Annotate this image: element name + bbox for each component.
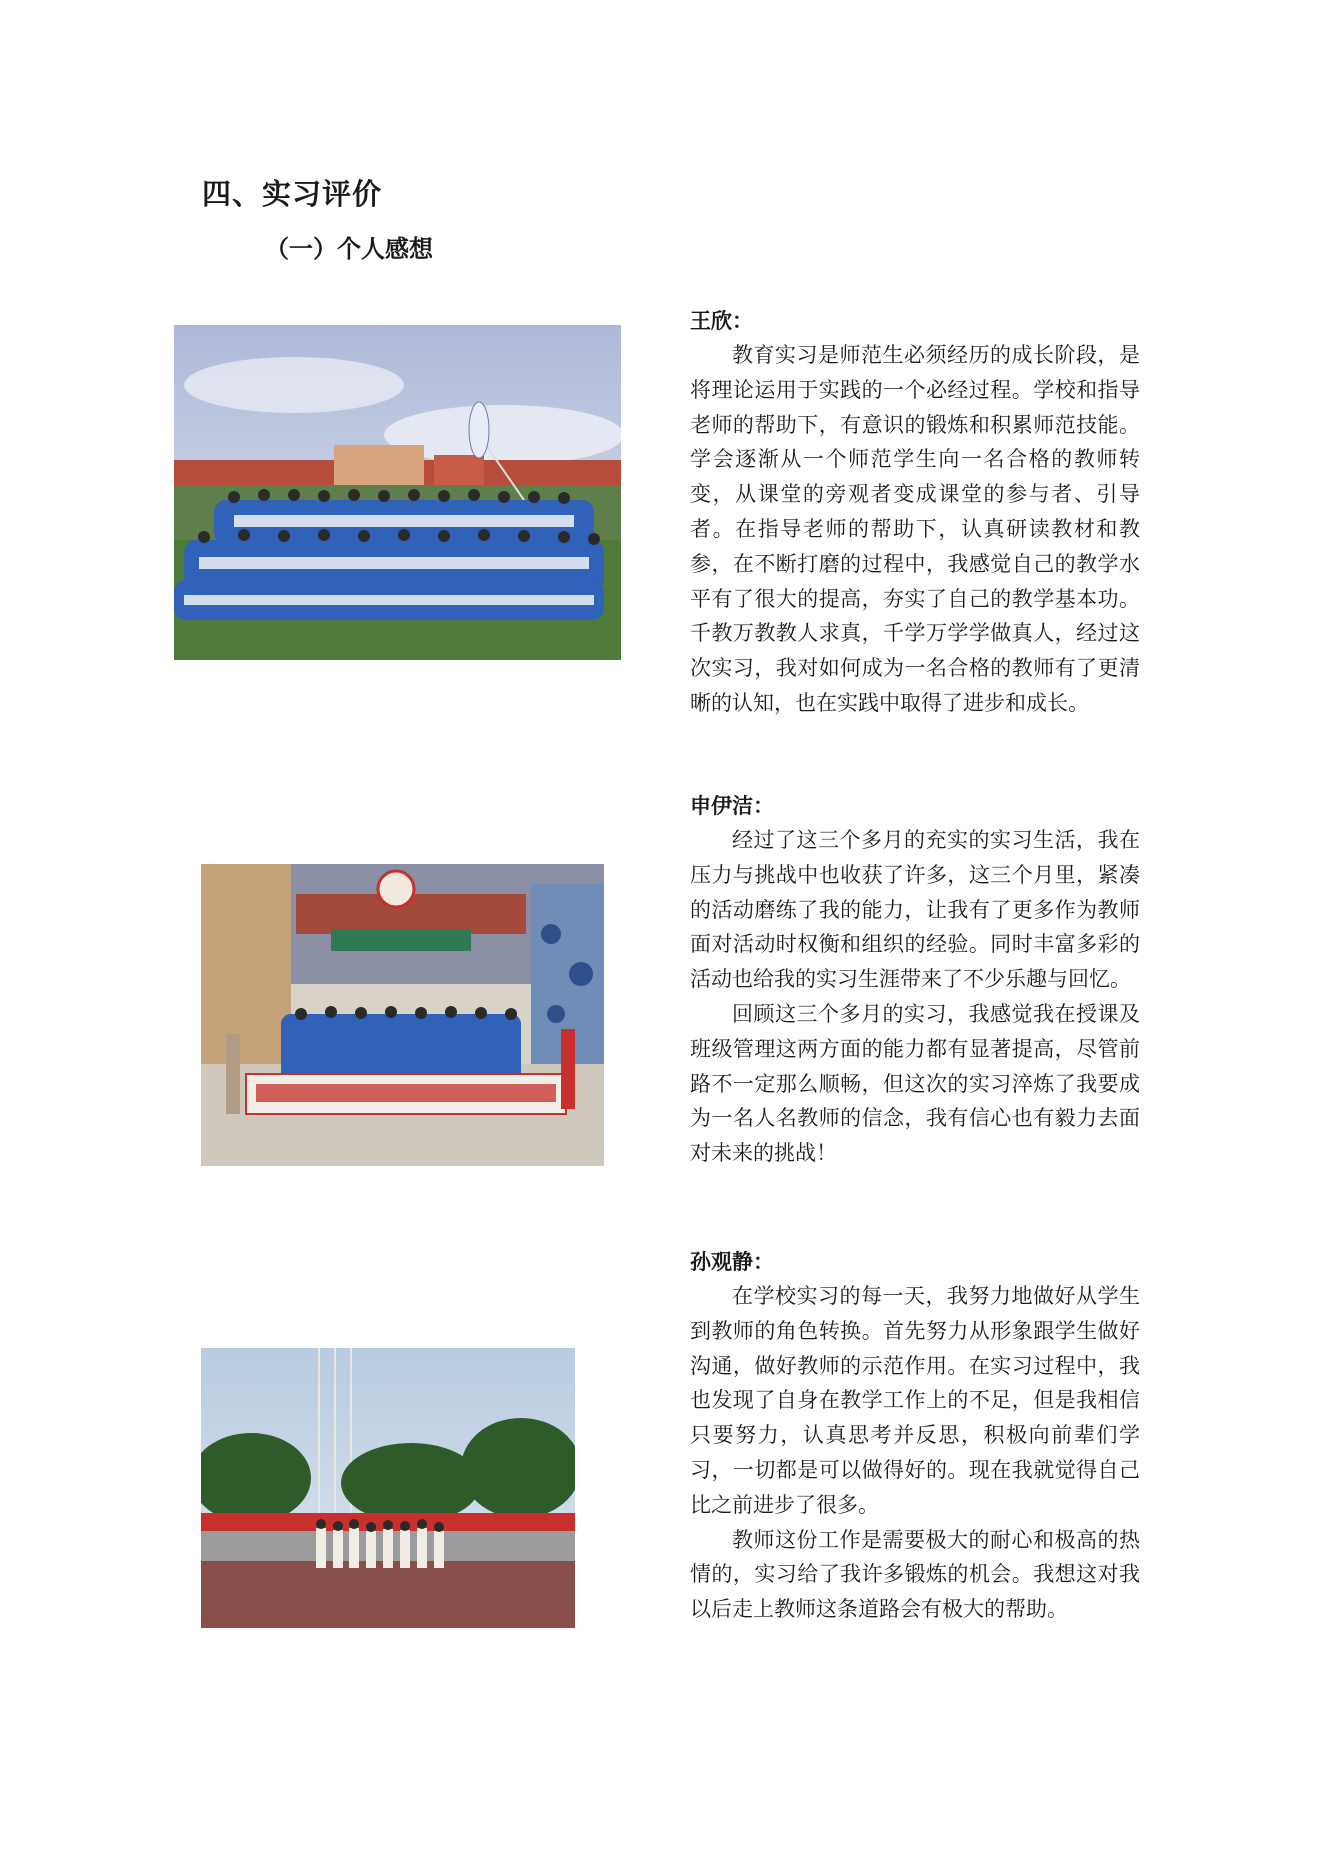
teachers-group-photo <box>201 1348 575 1628</box>
reflection-paragraph: 教师这份工作是需要极大的耐心和极高的热情的，实习给了我许多锻炼的机会。我想这对我以后走上教师这条道路会有极大的帮助。 <box>690 1527 1140 1622</box>
author-name: 申伊洁： <box>690 794 774 818</box>
reflection-paragraph: 教育实习是师范生必须经历的成长阶段，是将理论运用于实践的一个必经过程。学校和指导老师的帮助下，有意识的锻炼和积累师范技能。学会逐渐从一个师范学生向一名合格的教师转变，从课堂的旁观者变成课堂的参与者、引导者。在指导老师的帮助下，认真研读教材和教参，在不断打磨的过程中，我感觉自己的教学水平有了很大的提高，夯实了自己的教学基本功。千教万教教人求真，千学万学学做真人，经过这次实习，我对如何成为一名合格的教师有了更清晰的认知，也在实践中取得了进步和成长。 <box>690 343 1140 715</box>
author-name: 王欣： <box>690 309 753 333</box>
circus-visit-photo <box>201 864 604 1166</box>
section-subtitle: （一）个人感想 <box>265 235 433 263</box>
reflection-paragraph: 经过了这三个多月的充实的实习生活，我在压力与挑战中也收获了许多，这三个月里，紧凑的活动磨练了我的能力，让我有了更多作为教师面对活动时权衡和组织的经验。同时丰富多彩的活动也给我的实习生涯带来了不少乐趣与回忆。 <box>690 828 1140 992</box>
author-name: 孙观静： <box>690 1250 774 1274</box>
section-title: 四、实习评价 <box>202 177 383 211</box>
reflection-wang-xin <box>690 304 1140 721</box>
reflection-shen-yijie <box>690 789 1140 1171</box>
class-group-photo <box>174 325 621 660</box>
reflection-sun-guanjing <box>690 1245 1140 1627</box>
reflection-paragraph: 回顾这三个多月的实习，我感觉我在授课及班级管理这两方面的能力都有显著提高，尽管前路不一定那么顺畅，但这次的实习淬炼了我要成为一名人名教师的信念，我有信心也有毅力去面对未来的挑战！ <box>690 1001 1140 1166</box>
reflection-paragraph: 在学校实习的每一天，我努力地做好从学生到教师的角色转换。首先努力从形象跟学生做好沟通，做好教师的示范作用。在实习过程中，我也发现了自身在教学工作上的不足，但是我相信只要努力，认真思考并反思，积极向前辈们学习，一切都是可以做得好的。现在我就觉得自己比之前进步了很多。 <box>690 1284 1140 1517</box>
